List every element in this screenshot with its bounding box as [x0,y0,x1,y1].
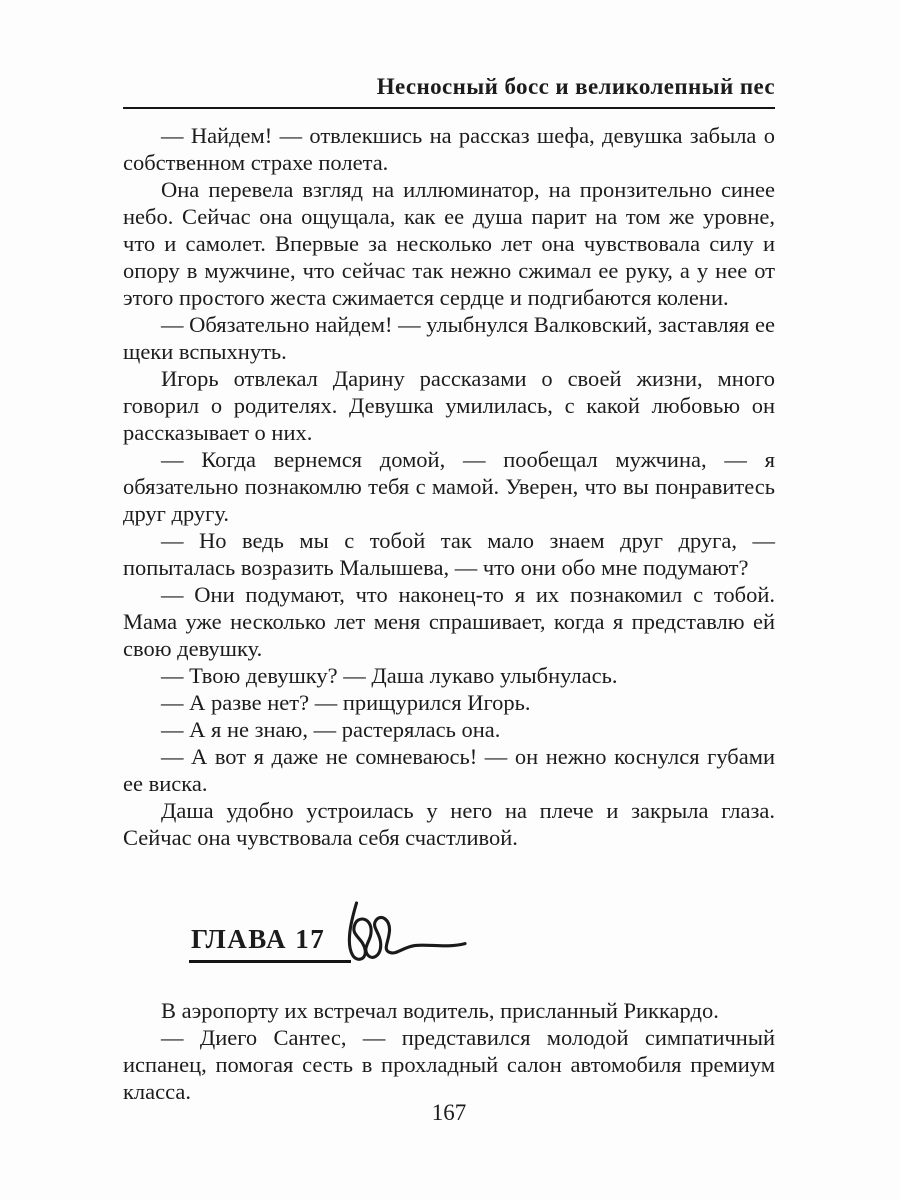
paragraph: — Когда вернемся домой, — пообещал мужчина, — я обязательно познакомлю тебя с мамой. Уверен, что вы понравитесь друг другу. [123,447,775,526]
running-head-title: Несносный босс и великолепный пес [123,74,775,109]
paragraph: — Но ведь мы с тобой так мало знаем друг друга, — попыталась возразить Малышева, — что они обо мне подумают? [123,528,775,580]
paragraph: — Обязательно найдем! — улыбнулся Валковский, заставляя ее щеки вспыхнуть. [123,312,775,364]
paragraph: В аэропорту их встречал водитель, присланный Риккардо. [161,998,719,1023]
paragraph: — Диего Сантес, — представился молодой симпатичный испанец, помогая сесть в прохладный салон автомобиля премиум класса. [123,1025,775,1104]
paragraph: Даша удобно устроилась у него на плече и закрыла глаза. Сейчас она чувствовала себя счастливой. [123,798,775,850]
page-number: 167 [431,1100,467,1125]
pen-flourish-icon [341,901,467,963]
paragraph: — А вот я даже не сомневаюсь! — он нежно коснулся губами ее виска. [123,744,775,796]
chapter-title: ГЛАВА 17 [189,926,351,963]
paragraph: Игорь отвлекал Дарину рассказами о своей жизни, много говорил о родителях. Девушка умилилась, с какой любовью он рассказывает о них. [123,366,775,445]
page-content [123,74,775,1105]
body-text [123,122,775,1105]
paragraph: Она перевела взгляд на иллюминатор, на пронзительно синее небо. Сейчас она ощущала, как ее душа парит на том же уровне, что и самолет. Впервые за несколько лет она чувствовала силу и опору в мужчине, что сейчас так нежно сжимал ее руку, а у нее от этого простого жеста сжимается сердце и подгибаются колени. [123,177,775,310]
paragraph: — Найдем! — отвлекшись на рассказ шефа, девушка забыла о собственном страхе полета. [123,123,775,175]
paragraph: — А разве нет? — прищурился Игорь. [161,690,531,715]
paragraph: — Твою девушку? — Даша лукаво улыбнулась. [161,663,618,688]
paragraph: — А я не знаю, — растерялась она. [161,717,501,742]
paragraph: — Они подумают, что наконец-то я их познакомил с тобой. Мама уже несколько лет меня спрашивает, когда я представлю ей свою девушку. [123,582,775,661]
chapter-heading-block [123,901,775,963]
